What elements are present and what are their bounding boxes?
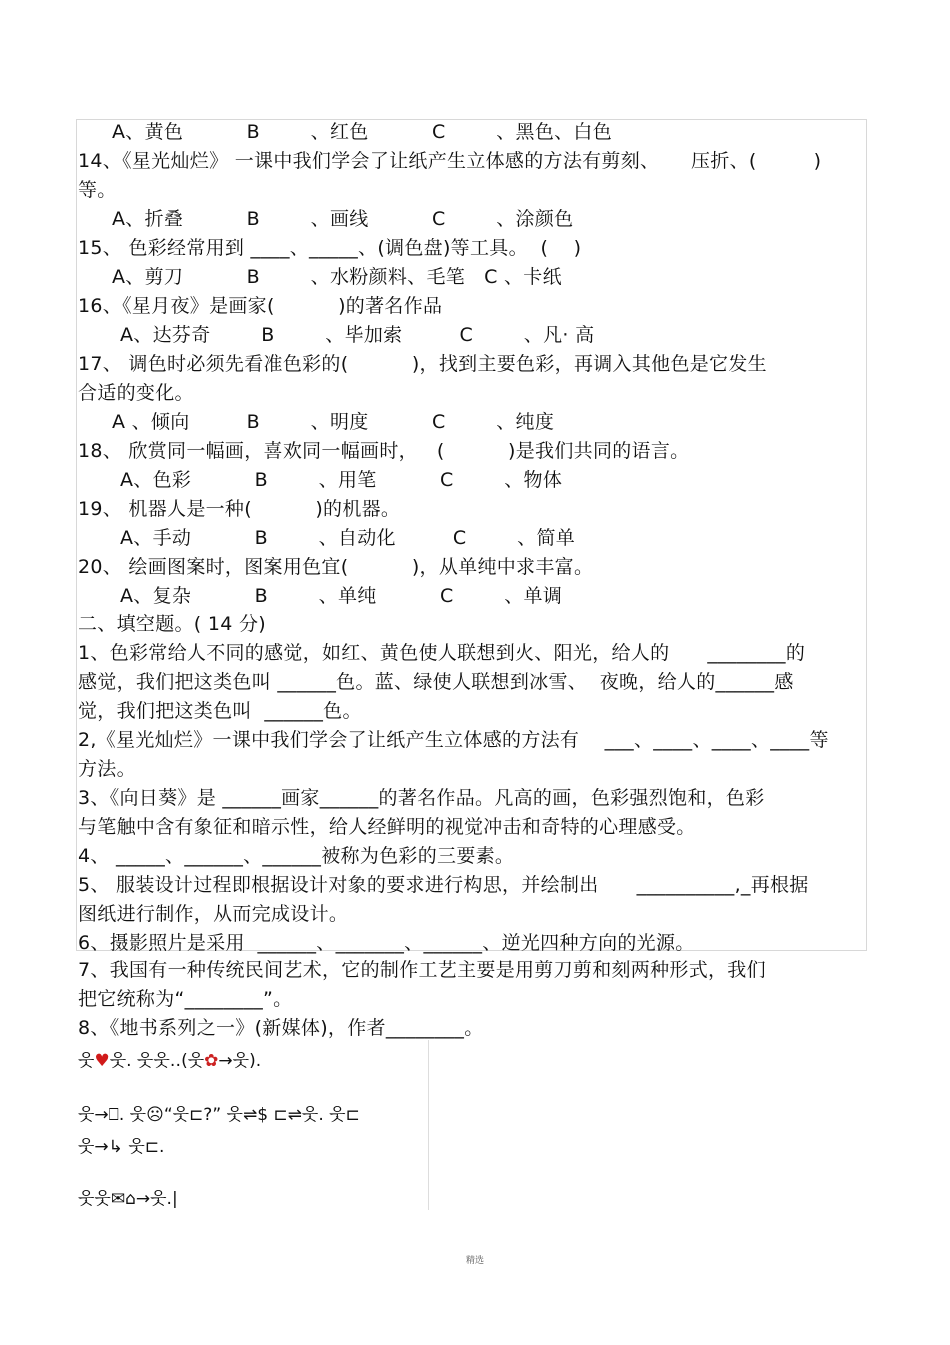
q16-options: A、达芬奇 B 、毕加索 C 、凡· 高	[120, 324, 595, 346]
fill-q2-line2: 方法。	[78, 758, 136, 780]
q15-options: A、剪刀 B 、水粉颜料、毛笔 C 、卡纸	[112, 266, 562, 288]
q17-text-cont: 合适的变化。	[78, 382, 194, 404]
q14-text: 14、《星光灿烂》 一课中我们学会了让纸产生立体感的方法有剪刻、 压折、( )	[78, 150, 822, 172]
fill-q4: 4、 _____、______、______被称为色彩的三要素。	[78, 845, 515, 867]
fill-q5-line2: 图纸进行制作，从而完成设计。	[78, 903, 349, 925]
fill-q2-line1: 2,《星光灿烂》一课中我们学会了让纸产生立体感的方法有 ___、____、____、____等	[78, 729, 829, 751]
q20-text: 20、 绘画图案时，图案用色宜( )，从单纯中求丰富。	[78, 556, 594, 578]
fill-q3-line1: 3、《向日葵》是 ______画家______的著名作品。凡高的画，色彩强烈饱和，色彩	[78, 787, 765, 809]
q17-text: 17、 调色时必须先看准色彩的( )，找到主要色彩，再调入其他色是它发生	[78, 353, 767, 375]
q15-text: 15、 色彩经常用到 ____、_____、(调色盘)等工具。 ( )	[78, 237, 582, 259]
section-heading: 二、填空题。( 14 分)	[78, 613, 266, 635]
fill-q5-line1: 5、 服装设计过程即根据设计对象的要求进行构思，并绘制出 __________,_再根据	[78, 874, 809, 896]
q19-options: A、手动 B 、自动化 C 、简单	[120, 527, 576, 549]
q18-text: 18、 欣赏同一幅画，喜欢同一幅画时， ( )是我们共同的语言。	[78, 440, 690, 462]
q18-options: A、色彩 B 、用笔 C 、物体	[120, 469, 563, 491]
fill-q7-line2: 把它统称为“________”。	[78, 988, 293, 1010]
fill-q3-line2: 与笔触中含有象征和暗示性，给人经鲜明的视觉冲击和奇特的心理感受。	[78, 816, 696, 838]
q20-options: A、复杂 B 、单纯 C 、单调	[120, 585, 563, 607]
q14-text-cont: 等。	[78, 179, 117, 201]
q19-text: 19、 机器人是一种( )的机器。	[78, 498, 401, 520]
fill-q6: 6、摄影照片是采用 ______、_______、______、逆光四种方向的光源。	[78, 932, 695, 954]
q14-options: A、折叠 B 、画线 C 、涂颜色	[112, 208, 574, 230]
fill-q1-line2: 感觉，我们把这类色叫 ______色。蓝、绿使人联想到冰雪、 夜晚，给人的______感	[78, 671, 794, 693]
q16-text: 16、《星月夜》是画家( )的著名作品	[78, 295, 443, 317]
fill-q8: 8、《地书系列之一》(新媒体)，作者________。	[78, 1017, 484, 1039]
fill-q1-line3: 觉，我们把这类色叫 ______色。	[78, 700, 362, 722]
fill-q7-line1: 7、我国有一种传统民间艺术，它的制作工艺主要是用剪刀剪和刻两种形式，我们	[78, 959, 766, 981]
fill-q1-line1: 1、色彩常给人不同的感觉，如红、黄色使人联想到火、阳光，给人的 ________的	[78, 642, 806, 664]
page-footer: 精选	[465, 1256, 484, 1266]
book-from-ground-image: 웃♥웃. 웃웃‥(웃✿→웃). 웃→⎕. 웃☹“웃⊏?” 웃⇌$ ⊏⇌웃. 웃⊏ 웃→↳ 웃⊏. 웃웃✉⌂→웃.|	[76, 1040, 429, 1210]
q17-options: A 、倾向 B 、明度 C 、纯度	[112, 411, 555, 433]
q13-options: A、黄色 B 、红色 C 、黑色、白色	[112, 121, 613, 143]
